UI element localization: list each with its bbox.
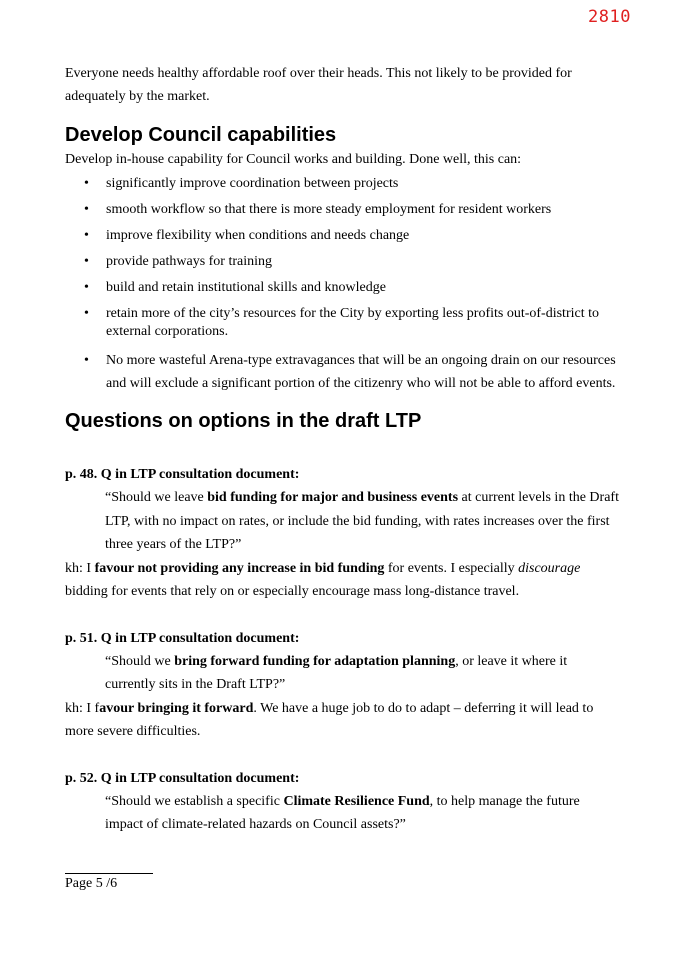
document-stamp-number: 2810 (588, 7, 631, 27)
answer-text: kh: I f (65, 700, 100, 716)
list-item (65, 349, 620, 395)
list-item-text: No more wasteful Arena-type extravagances that will be an ongoing drain on our resources and will exclude a significant portion of the citizenry who will not be able to afford events. (106, 353, 616, 391)
bullet-icon: • (84, 228, 89, 243)
footer-divider (65, 873, 153, 874)
page-number: Page 5 /6 (65, 876, 118, 891)
bullet-icon: • (84, 353, 89, 368)
quote-text: “Should we (105, 653, 175, 669)
answer-text: . We have a huge job to do to adapt – deferring it will lead to more severe difficulties. (65, 700, 594, 739)
quote-text: , to help manage the future impact of climate-related hazards on Council assets?” (105, 793, 580, 832)
list-item-text: smooth workflow so that there is more steady employment for resident workers (106, 202, 552, 217)
bullet-icon: • (84, 254, 89, 269)
develop-bullet-list (65, 175, 620, 395)
bullet-icon: • (84, 176, 89, 191)
list-item (65, 279, 620, 297)
question-p51-heading: p. 51. Q in LTP consultation document: (65, 630, 300, 646)
bullet-icon: • (84, 306, 89, 321)
question-p48-quote (105, 486, 620, 557)
answer-text: bidding for events that rely on or especially encourage mass long-distance travel. (65, 583, 520, 599)
question-p52-quote (105, 790, 620, 837)
quote-emphasis: bring forward funding for adaptation planning (174, 653, 456, 669)
quote-text: “Should we leave (105, 490, 208, 505)
answer-text: for events. I especially (384, 560, 519, 576)
list-item (65, 253, 620, 271)
list-item-text: provide pathways for training (106, 254, 273, 269)
list-item (65, 227, 620, 245)
list-item (65, 175, 620, 193)
answer-emphasis: avour bringing it forward (99, 700, 254, 716)
quote-text: , or leave it where it currently sits in the Draft LTP?” (105, 653, 568, 692)
question-p52-heading: p. 52. Q in LTP consultation document: (65, 770, 300, 786)
quote-emphasis: Climate Resilience Fund (283, 793, 430, 809)
bullet-icon: • (84, 202, 89, 217)
list-item-text: improve flexibility when conditions and needs change (106, 228, 410, 243)
list-item-text: retain more of the city’s resources for the City by exporting less profits out-of-district to external corporations. (106, 306, 599, 339)
develop-heading: Develop Council capabilities (65, 124, 337, 146)
list-item (65, 305, 620, 341)
question-p51-quote (105, 650, 620, 697)
list-item (65, 201, 620, 219)
list-item-text: build and retain institutional skills and knowledge (106, 280, 386, 295)
question-p51-answer (65, 697, 620, 743)
develop-lead-paragraph: Develop in-house capability for Council works and building. Done well, this can: (65, 152, 522, 167)
question-p48-heading: p. 48. Q in LTP consultation document: (65, 467, 300, 482)
bullet-icon: • (84, 280, 89, 295)
questions-heading: Questions on options in the draft LTP (65, 410, 422, 432)
intro-paragraph: Everyone needs healthy affordable roof over their heads. This not likely to be provided for adequately by the market. (65, 66, 572, 104)
question-p48-answer (65, 557, 620, 603)
quote-emphasis: bid funding for major and business events (207, 490, 459, 505)
answer-text: kh: I (65, 560, 95, 576)
quote-text: “Should we establish a specific (105, 793, 284, 809)
list-item-text: significantly improve coordination between projects (106, 176, 399, 191)
answer-italic: discourage (518, 560, 581, 576)
page-body (65, 62, 620, 837)
answer-emphasis: favour not providing any increase in bid funding (94, 560, 385, 576)
quote-text: at current levels in the Draft LTP, with no impact on rates, or include the bid funding, with rates increases over the first three years of the LTP?” (105, 490, 619, 552)
